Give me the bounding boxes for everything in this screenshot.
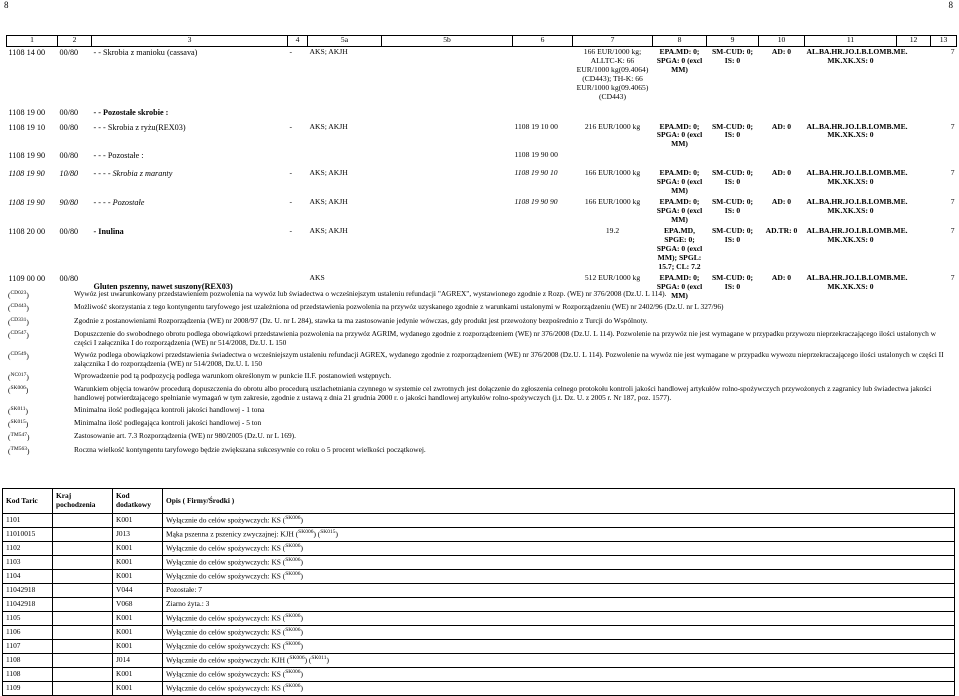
footnote-code: NC017 — [10, 371, 27, 378]
footnote-code: SK006 — [10, 384, 26, 391]
description: Wyłącznie do celów spożywczych: KS ($^{SK006}$) — [163, 682, 955, 696]
cell-c12 — [897, 107, 931, 122]
additional-codes-table — [2, 488, 955, 696]
additional-code-row — [3, 612, 955, 626]
cell-c11: AL.BA.HR.JO.LB.LOMB.ME. MK.XK.XS: 0 — [806, 272, 908, 291]
cell-cn: 1108 19 10 — [8, 122, 46, 132]
cell-c7 — [573, 150, 653, 168]
description-ref: SK006 — [285, 557, 301, 564]
cell-desc: - - - Pozostałe : — [93, 151, 144, 161]
cell-c13: 7 — [950, 197, 955, 207]
footnote-text: Wywóz jest uwarunkowany przedstawieniem pozwolenia na wywóz lub świadectwa o wcześniejszym ustaleniu refundacji "AGREX", wystawionego zgodnie z Rozp. (WE) nr 376/2008 (Dz.U. L 114). — [74, 289, 667, 298]
description-ref: SK006 — [285, 515, 301, 522]
description-text: Pozostałe: 7 — [166, 585, 202, 595]
description: Wyłącznie do celów spożywczych: KS ($^{SK006}$) — [163, 570, 955, 584]
column-number: 13 — [931, 36, 957, 47]
country-of-origin — [53, 668, 113, 682]
taric-code: 1107 — [3, 640, 53, 654]
header-kod-taric: Kod Taric — [3, 489, 53, 514]
additional-code: J013 — [113, 528, 163, 542]
description-ref: SK006 — [285, 613, 301, 620]
country-of-origin — [53, 640, 113, 654]
additional-code-row — [3, 584, 955, 598]
cell-c10 — [759, 150, 805, 168]
description-ref: SK006 — [285, 669, 301, 676]
description: Wyłącznie do celów spożywczych: KS ($^{SK006}$) — [163, 640, 955, 654]
cell-c5b — [382, 107, 513, 122]
cell-cn: 1108 19 90 — [8, 169, 45, 179]
cell-c11 — [805, 150, 897, 168]
footnote-text: Minimalna ilość podlegająca kontroli jakości handlowej - 5 ton — [74, 417, 262, 427]
cell-c8 — [653, 107, 707, 122]
cell-c4 — [288, 107, 308, 122]
country-of-origin — [53, 556, 113, 570]
country-of-origin — [53, 612, 113, 626]
cell-c4: - — [289, 168, 293, 178]
description-ref: SK006 — [285, 641, 301, 648]
footnote-ref: ($^{TM547}$) — [8, 432, 30, 442]
cell-c4: - — [289, 47, 293, 56]
description-ref: SK006 — [289, 655, 305, 662]
description: Wyłącznie do celów spożywczych: KJH ($^{SK006}$) ($^{SK011}$) — [163, 654, 955, 668]
country-of-origin — [53, 514, 113, 528]
description — [163, 584, 955, 598]
country-of-origin — [53, 542, 113, 556]
cell-desc: - Inulina — [93, 227, 124, 237]
footnote — [6, 446, 951, 459]
tariff-row — [7, 197, 957, 226]
description-text: Wyłącznie do celów spożywczych: KJH — [166, 655, 285, 665]
footnote — [6, 406, 951, 419]
cell-code: 00/80 — [59, 151, 79, 161]
description: Wyłącznie do celów spożywczych: KS ($^{SK006}$) — [163, 612, 955, 626]
cell-c5b — [382, 226, 513, 273]
taric-code: 1101 — [3, 514, 53, 528]
cell-c7: 166 EUR/1000 kg — [584, 168, 641, 178]
cell-c5a: AKS; AKJH — [309, 168, 348, 178]
additional-code: V044 — [113, 584, 163, 598]
footnote-code: CD443 — [10, 303, 27, 310]
cell-c9 — [707, 150, 759, 168]
taric-code: 1106 — [3, 626, 53, 640]
additional-code-row — [3, 542, 955, 556]
tariff-row — [7, 150, 957, 168]
tariff-row — [7, 226, 957, 273]
header-opis: Opis ( Firmy/Środki ) — [163, 489, 955, 514]
cell-c11: AL.BA.HR.JO.LB.LOMB.ME. MK.XK.XS: 0 — [806, 226, 908, 245]
cell-c5b — [382, 168, 513, 197]
description — [163, 598, 955, 612]
description-ref: SK015 — [320, 529, 336, 536]
cell-c5a: AKS; AKJH — [309, 226, 348, 236]
footnote-text: Dopuszczenie do swobodnego obrotu podlega obowiązkowi przedstawienia pozwolenia na przywóz AGRIM, wydanego zgodnie z rozporządzeniem (WE) nr 376/2008 (Dz.U. L 114). Pozwolenie na przywóz nie jest wymagane w przypadku przywozu nieprzekraczającego ilości ustalonych w części I załącznika I do rozporządzenia (WE) nr 514/2008, Dz.U. L 150 — [74, 329, 937, 347]
cell-cn: 1108 19 90 — [8, 151, 46, 161]
description-text: Wyłącznie do celów spożywczych: KS — [166, 613, 281, 623]
footnote-text: Minimalna ilość podlegająca kontroli jakości handlowej - 1 tona — [74, 404, 265, 414]
cell-c13: 7 — [950, 121, 955, 131]
cell-c6: 1108 19 90 90 — [514, 197, 558, 207]
footnote-code: TM563 — [10, 445, 27, 452]
cell-c6: 1108 19 90 10 — [514, 168, 558, 178]
footnote — [6, 432, 951, 445]
taric-code: 1109 — [3, 682, 53, 696]
footnote-text: Zastosowanie art. 7.3 Rozporządzenia (WE) nr 980/2005 (Dz.U. nr L 169). — [74, 431, 296, 441]
description: Wyłącznie do celów spożywczych: KS ($^{SK006}$) — [163, 514, 955, 528]
additional-code-row — [3, 682, 955, 696]
tariff-row — [7, 47, 957, 107]
cell-cn: 1109 00 00 — [8, 273, 46, 283]
cell-c7: 166 EUR/1000 kg — [584, 197, 641, 207]
country-of-origin — [53, 654, 113, 668]
column-number: 6 — [513, 36, 573, 47]
cell-c5a: AKS; AKJH — [309, 197, 348, 207]
country-of-origin — [53, 584, 113, 598]
cell-c9: SM-CUD: 0; IS: 0 — [711, 121, 754, 140]
cell-c5a: AKS; AKJH — [309, 121, 348, 131]
cell-c6: 1108 19 90 00 — [514, 150, 558, 160]
footnote — [6, 290, 951, 303]
cell-code: 00/80 — [59, 122, 79, 132]
additional-code: K001 — [113, 612, 163, 626]
column-number: 4 — [288, 36, 308, 47]
cell-c11: AL.BA.HR.JO.LB.LOMB.ME. MK.XK.XS: 0 — [806, 197, 908, 216]
description-text: Wyłącznie do celów spożywczych: KS — [166, 641, 281, 651]
tariff-table — [6, 35, 957, 302]
description-ref: SK006 — [285, 627, 301, 634]
cell-c11 — [805, 107, 897, 122]
footnote — [6, 303, 951, 316]
footnote — [6, 330, 951, 351]
description-ref: SK011 — [311, 655, 327, 662]
cell-c5a — [308, 150, 382, 168]
page-number-right: 8 — [948, 0, 953, 10]
footnote-ref: ($^{SK011}$) — [8, 405, 29, 416]
cell-c8: EPA.MD: 0; SPGA: 0 (excl MM) — [656, 272, 703, 300]
additional-code-row — [3, 514, 955, 528]
footnote-ref: ($^{CD331}$) — [8, 316, 29, 327]
description-text: Wyłącznie do celów spożywczych: KS — [166, 627, 281, 637]
taric-code: 1104 — [3, 570, 53, 584]
cell-c5b — [382, 150, 513, 168]
additional-code-row — [3, 640, 955, 654]
footnote-ref: ($^{CD023}$) — [8, 290, 29, 300]
description-ref: SK006 — [285, 571, 301, 578]
description: Mąka pszenna z pszenicy zwyczajnej: KJH ($^{SK006}$) ($^{SK015}$) — [163, 528, 955, 542]
cell-c8 — [653, 150, 707, 168]
cell-desc: - - Skrobia z manioku (cassava) — [93, 48, 198, 57]
cell-c5b — [382, 47, 513, 107]
cell-c11: AL.BA.HR.JO.LB.LOMB.ME. MK.XK.XS: 0 — [806, 121, 908, 140]
cell-c9: SM-CUD: 0; IS: 0 — [711, 168, 754, 187]
description: Wyłącznie do celów spożywczych: KS ($^{SK006}$) — [163, 668, 955, 682]
country-of-origin — [53, 626, 113, 640]
column-number: 8 — [653, 36, 707, 47]
country-of-origin — [53, 528, 113, 542]
additional-code: V068 — [113, 598, 163, 612]
cell-code: 00/80 — [59, 273, 79, 283]
footnote — [6, 419, 951, 432]
cell-c4 — [288, 150, 308, 168]
cell-c10: AD: 0 — [771, 121, 792, 131]
column-number: 5b — [382, 36, 513, 47]
footnote — [6, 317, 951, 330]
footnote-ref: ($^{NC017}$) — [8, 371, 29, 381]
taric-code: 11042918 — [3, 598, 53, 612]
cell-c6: 1108 19 10 00 — [514, 121, 558, 131]
additional-code: K001 — [113, 514, 163, 528]
cell-c13: 7 — [950, 226, 955, 236]
cell-c5a: AKS — [309, 272, 325, 282]
cell-desc: - - - - Pozostałe — [93, 198, 145, 208]
additional-code: K001 — [113, 682, 163, 696]
country-of-origin — [53, 570, 113, 584]
footnote-ref: ($^{CD547}$) — [8, 330, 29, 340]
additional-code: K001 — [113, 668, 163, 682]
footnote-code: CD547 — [10, 330, 27, 337]
taric-code: 1108 — [3, 668, 53, 682]
cell-c7: 512 EUR/1000 kg — [584, 272, 641, 282]
country-of-origin — [53, 598, 113, 612]
cell-code: 00/80 — [59, 48, 79, 57]
cell-c10: AD: 0 — [771, 47, 792, 56]
cell-c13 — [931, 150, 957, 168]
description-text: Wyłącznie do celów spożywczych: KS — [166, 571, 281, 581]
cell-c6 — [513, 47, 573, 107]
cell-c13: 7 — [950, 272, 955, 282]
cell-desc: Gluten pszenny, nawet suszony(REX03) — [93, 282, 233, 292]
taric-code: 11010015 — [3, 528, 53, 542]
additional-code: K001 — [113, 626, 163, 640]
description-text: Wyłącznie do celów spożywczych: KS — [166, 515, 281, 525]
cell-cn: 1108 14 00 — [8, 48, 46, 57]
cell-c9: SM-CUD: 0; IS: 0 — [711, 272, 754, 291]
additional-code: K001 — [113, 542, 163, 556]
additional-code-row — [3, 668, 955, 682]
cell-code: 00/80 — [59, 107, 79, 117]
footnote-code: CD549 — [10, 350, 27, 357]
footnote-text: Warunkiem objęcia towarów procedurą dopuszczenia do obrotu albo procedurą uszlachetniania czynnego w systemie cel zwrotnych jest dołączenie do zgłoszenia celnego protokołu kontroli jakości handlowej artykułów rolno-spożywczych przywożonych z zagranicy lub świadectwa jakości handlowej potwierdzającego spełnianie wymagań w tym zakresie, zgodnie z ustawą z dnia 21 grudnia 2000 r. o jakości handlowej artykułów rolno-spożywczych (j.t. Dz. U. z 2005 r. Nr 187, poz. 1577). — [74, 383, 932, 402]
cell-c10: AD: 0 — [771, 197, 792, 207]
cell-c10: AD.TR: 0 — [765, 226, 798, 236]
cell-c5b — [382, 122, 513, 151]
cell-c7: 19.2 — [605, 226, 620, 236]
cell-c4: - — [289, 197, 293, 207]
cell-desc: - - Pozostałe skrobie : — [93, 107, 169, 117]
additional-code: K001 — [113, 640, 163, 654]
additional-code-row — [3, 626, 955, 640]
column-number: 9 — [707, 36, 759, 47]
cell-c7: 216 EUR/1000 kg — [584, 121, 641, 131]
description: Wyłącznie do celów spożywczych: KS ($^{SK006}$) — [163, 626, 955, 640]
additional-code: K001 — [113, 570, 163, 584]
column-number: 3 — [92, 36, 288, 47]
additional-code-row — [3, 654, 955, 668]
description-text: Wyłącznie do celów spożywczych: KS — [166, 683, 281, 693]
footnote-code: SK015 — [10, 418, 26, 425]
cell-c13 — [931, 107, 957, 122]
cell-cn: 1108 19 00 — [8, 107, 46, 117]
cell-desc: - - - Skrobia z ryżu(REX03) — [93, 122, 186, 132]
cell-code: 00/80 — [59, 227, 79, 237]
cell-cn: 1108 19 90 — [8, 198, 45, 208]
footnote-ref: ($^{SK006}$) — [8, 384, 29, 395]
additional-code-row — [3, 598, 955, 612]
column-number: 7 — [573, 36, 653, 47]
tariff-row — [7, 107, 957, 122]
footnote-text: Wywóz podlega obowiązkowi przedstawienia świadectwa o wcześniejszym ustaleniu refundacji AGREX, wydanego zgodnie z rozporządzeniem (WE) nr 376/2008 (Dz.U. L 114). Pozwolenie na wywóz nie jest wymagane w przypadku wywozu nieprzekraczającego ilości ustalonych w części II załącznika I do rozporządzenia (WE) nr 514/2008, Dz.U. L 150 — [74, 349, 944, 368]
description-text: Wyłącznie do celów spożywczych: KS — [166, 557, 281, 567]
header-kod-dodatkowy: Kod dodatkowy — [113, 489, 163, 514]
tariff-row — [7, 168, 957, 197]
additional-code: K001 — [113, 556, 163, 570]
column-number: 2 — [58, 36, 92, 47]
cell-c8: EPA.MD, SPGE: 0; SPGA: 0 (excl MM); SPGL: 15.7; CL: 7.2 — [656, 226, 703, 271]
cell-c8: EPA.MD: 0; SPGA: 0 (excl MM) — [656, 168, 703, 196]
cell-c6 — [513, 107, 573, 122]
cell-c8: EPA.MD: 0; SPGA: 0 (excl MM) — [656, 197, 703, 225]
footnote-code: CD023 — [10, 290, 27, 296]
header-kraj-pochodzenia: Kraj pochodzenia — [53, 489, 113, 514]
cell-c13: 7 — [950, 47, 955, 56]
description-text: Mąka pszenna z pszenicy zwyczajnej: KJH — [166, 529, 294, 539]
cell-c11: AL.BA.HR.JO.LB.LOMB.ME. MK.XK.XS: 0 — [806, 47, 908, 65]
description: Wyłącznie do celów spożywczych: KS ($^{SK006}$) — [163, 542, 955, 556]
column-number: 5a — [308, 36, 382, 47]
column-number: 12 — [897, 36, 931, 47]
cell-c8: EPA.MD: 0; SPGA: 0 (excl MM) — [656, 121, 703, 149]
cell-c10: AD: 0 — [771, 272, 792, 282]
footnote-text: Możliwość skorzystania z tego kontyngentu taryfowego jest uzależniona od przedstawienia pozwolenia na przywóz uzyskanego zgodnie z warunkami ustalonymi w Rozporządzeniu (WE) nr 2402/96 (Dz.U. nr L 327/96) — [74, 302, 724, 312]
additional-code: J014 — [113, 654, 163, 668]
cell-cn: 1108 20 00 — [8, 227, 46, 237]
description: Wyłącznie do celów spożywczych: KS ($^{SK006}$) — [163, 556, 955, 570]
cell-c9: SM-CUD: 0; IS: 0 — [711, 47, 754, 65]
footnote-ref: ($^{TM563}$) — [8, 445, 30, 456]
cell-code: 90/80 — [59, 198, 79, 208]
taric-code: 1103 — [3, 556, 53, 570]
additional-code-row — [3, 570, 955, 584]
cell-c9 — [707, 107, 759, 122]
cell-c5b — [382, 197, 513, 226]
additional-code-row — [3, 528, 955, 542]
column-number: 1 — [7, 36, 58, 47]
cell-c10 — [759, 107, 805, 122]
column-number: 10 — [759, 36, 805, 47]
footnote-code: CD331 — [10, 316, 27, 323]
additional-code-row — [3, 556, 955, 570]
column-number: 11 — [805, 36, 897, 47]
cell-c5a: AKS; AKJH — [309, 47, 348, 56]
cell-c13: 7 — [950, 168, 955, 178]
cell-c11: AL.BA.HR.JO.LB.LOMB.ME. MK.XK.XS: 0 — [806, 168, 908, 187]
cell-c5a — [308, 107, 382, 122]
taric-code: 1108 — [3, 654, 53, 668]
footnote — [6, 385, 951, 406]
description-text: Ziarno żyta.: 3 — [166, 599, 210, 609]
footnotes — [6, 290, 951, 459]
cell-c6 — [513, 226, 573, 273]
cell-c4: - — [289, 121, 293, 131]
footnote-text: Zgodnie z postanowieniami Rozporządzenia (WE) nr 2008/97 (Dz. U. nr L 284), stawka ta ma zastosowanie jedynie wówczas, gdy produkt jest przewożony bezpośrednio z Turcji do Wspólnoty. — [74, 315, 648, 325]
footnote-ref: ($^{CD443}$) — [8, 303, 29, 313]
cell-c9: SM-CUD: 0; IS: 0 — [711, 197, 754, 216]
cell-c12 — [897, 150, 931, 168]
footnote-ref: ($^{SK015}$) — [8, 418, 29, 429]
additional-codes-header — [3, 489, 955, 514]
cell-c7: 166 EUR/1000 kg; ALLTC-K: 66 EUR/1000 kg(09.4064) (CD443); TH-K: 66 EUR/1000 kg(09.4065) (CD443) — [576, 47, 649, 101]
footnote-code: SK011 — [10, 405, 26, 412]
page-number-left: 8 — [4, 0, 9, 10]
tariff-row — [7, 122, 957, 151]
description-text: Wyłącznie do celów spożywczych: KS — [166, 543, 281, 553]
cell-c4: - — [289, 226, 293, 236]
footnote-text: Roczna wielkość kontyngentu taryfowego będzie zwiększana sukcesywnie co roku o 5 procent wielkości początkowej. — [74, 444, 426, 454]
description-ref: SK006 — [298, 529, 314, 536]
cell-c8: EPA.MD: 0; SPGA: 0 (excl MM) — [656, 47, 703, 74]
footnote — [6, 372, 951, 385]
taric-code: 1102 — [3, 542, 53, 556]
footnote-ref: ($^{CD549}$) — [8, 350, 29, 361]
cell-desc: - - - - Skrobia z maranty — [93, 169, 173, 179]
description-ref: SK006 — [285, 683, 301, 690]
footnote — [6, 351, 951, 372]
cell-c9: SM-CUD: 0; IS: 0 — [711, 226, 754, 245]
column-numbers-row — [7, 36, 957, 47]
country-of-origin — [53, 682, 113, 696]
description-ref: SK006 — [285, 543, 301, 550]
description-text: Wyłącznie do celów spożywczych: KS — [166, 669, 281, 679]
footnote-code: TM547 — [10, 432, 27, 439]
cell-c7 — [573, 107, 653, 122]
cell-code: 10/80 — [59, 169, 79, 179]
taric-code: 11042918 — [3, 584, 53, 598]
taric-code: 1105 — [3, 612, 53, 626]
footnote-text: Wprowadzenie pod tą podpozycją podlega warunkom określonym w punkcie II.F. postanowień wstępnych. — [74, 370, 392, 380]
cell-c10: AD: 0 — [771, 168, 792, 178]
